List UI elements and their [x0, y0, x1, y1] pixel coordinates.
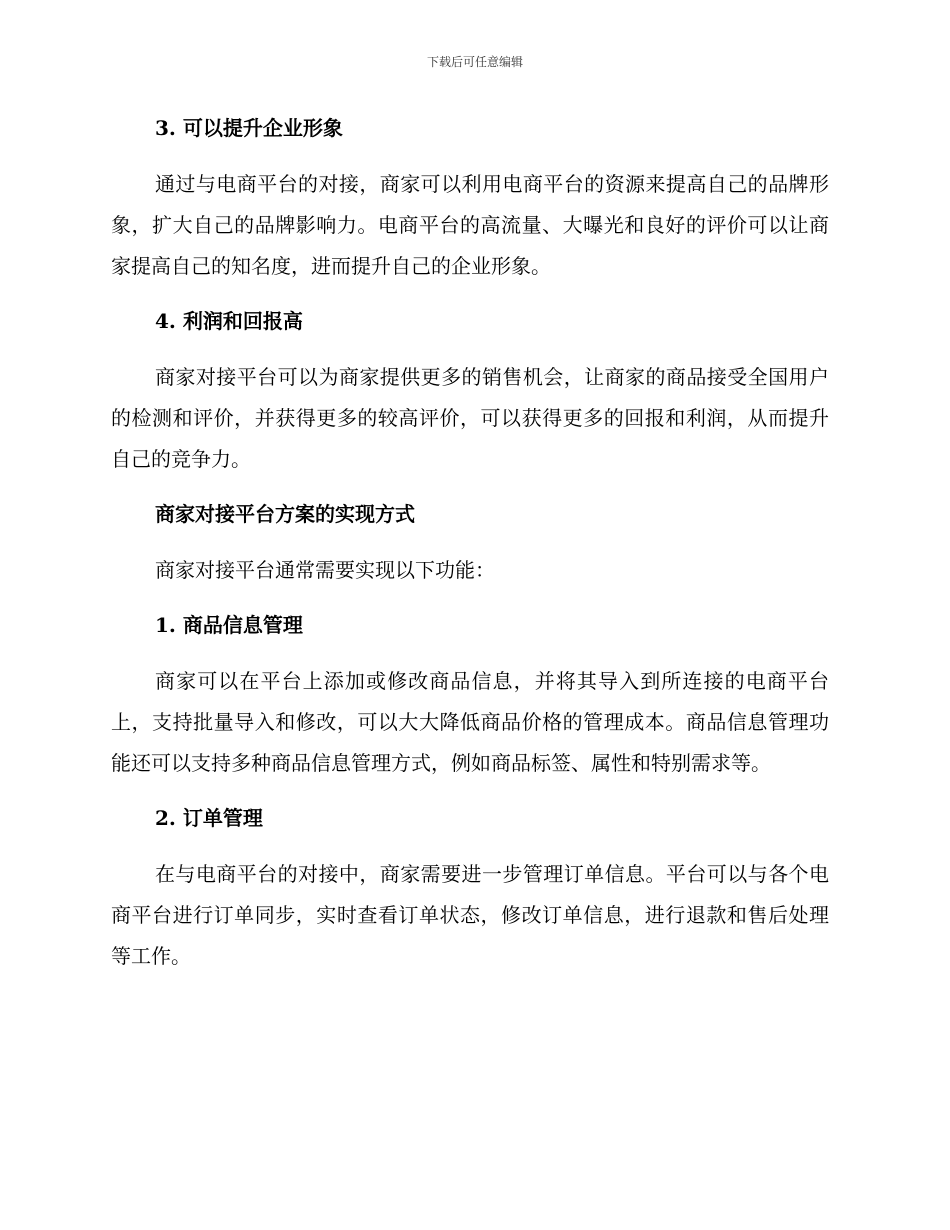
paragraph-profit-return: 商家对接平台可以为商家提供更多的销售机会，让商家的商品接受全国用户的检测和评价，并获得更多的较高评价，可以获得更多的回报和利润，从而提升自己的竞争力。 — [111, 365, 829, 471]
heading-product-info: 1. 商品信息管理 — [155, 613, 303, 637]
heading-profit-return: 4. 利润和回报高 — [155, 309, 303, 333]
heading-order-management: 2. 订单管理 — [155, 806, 263, 830]
heading-implementation: 商家对接平台方案的实现方式 — [155, 502, 415, 526]
heading-enhance-image: 3. 可以提升企业形象 — [155, 116, 343, 140]
paragraph-implementation-intro: 商家对接平台通常需要实现以下功能： — [155, 558, 495, 582]
paragraph-enhance-image: 通过与电商平台的对接，商家可以利用电商平台的资源来提高自己的品牌形象，扩大自己的品牌影响力。电商平台的高流量、大曝光和良好的评价可以让商家提高自己的知名度，进而提升自己的企业形象。 — [111, 172, 829, 278]
paragraph-product-info: 商家可以在平台上添加或修改商品信息，并将其导入到所连接的电商平台上，支持批量导入和修改，可以大大降低商品价格的管理成本。商品信息管理功能还可以支持多种商品信息管理方式，例如商品标签、属性和特别需求等。 — [111, 669, 829, 775]
document-body — [111, 108, 829, 991]
paragraph-order-management: 在与电商平台的对接中，商家需要进一步管理订单信息。平台可以与各个电商平台进行订单同步，实时查看订单状态，修改订单信息，进行退款和售后处理等工作。 — [111, 862, 829, 968]
page-header: 下载后可任意编辑 — [426, 55, 523, 69]
